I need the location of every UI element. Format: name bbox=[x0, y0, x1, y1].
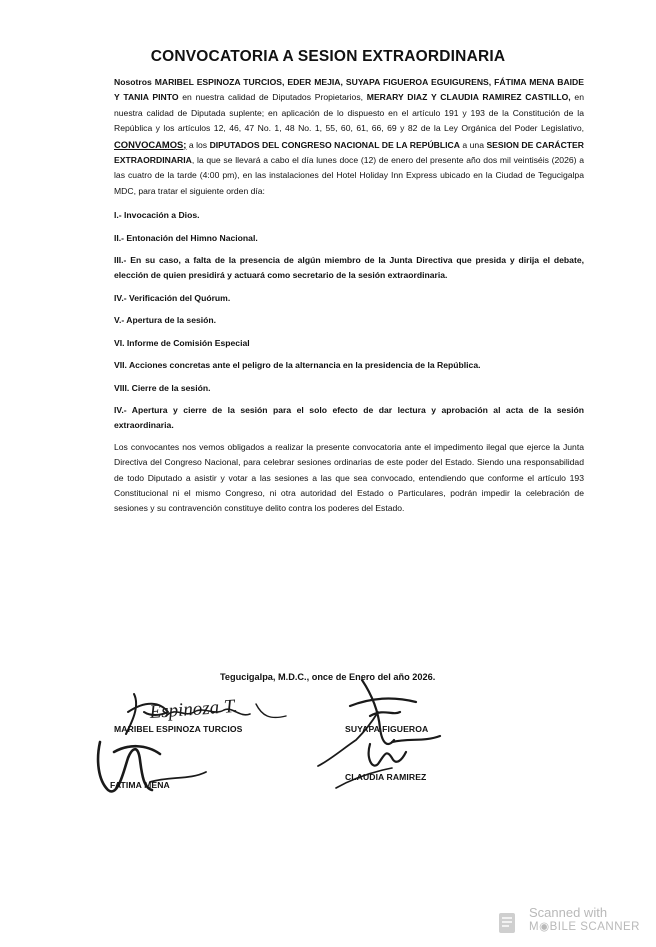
handwriting-1-text: Espinoza T. bbox=[148, 695, 239, 723]
intro-text-4: a los bbox=[186, 139, 210, 150]
signature-1-tail bbox=[256, 704, 286, 718]
agenda-item-1: I.- Invocación a Dios. bbox=[114, 210, 200, 221]
closing-paragraph: Los convocantes nos vemos obligados a realizar la presente convocatoria ante el impedimento ilegal que ejerce la Junta Directiva del Congreso Nacional, para celebrar sesiones ordinarias de este poder del Estado. Siendo una responsabilidad de todo Diputado a asistir y votar a las sesiones a las que sea convocado, entendiendo que conforme el artículo 193 Constitucional ni el mismo Congreso, ni otra autoridad del Estado o Particulares, podrán impedir la celebración de sesiones y su contravención constituye delito contra los poderes del Estado. bbox=[114, 441, 584, 514]
handwriting-1 bbox=[148, 696, 239, 723]
signature-4-stroke bbox=[369, 736, 440, 766]
signature-name-3: FATIMA MENA bbox=[110, 780, 170, 790]
intro-text-6: , la que se llevará a cabo el día lunes doce (12) de enero del presente año dos mil veintiséis (2026) a las cuatro de la tarde (4:00 pm), en las instalaciones del Hotel Holiday Inn Express ubicado en la Ciudad de Tegucigalpa MDC, para tratar el siguiente orden día: bbox=[114, 155, 584, 196]
agenda-item-9: IV.- Apertura y cierre de la sesión para el solo efecto de dar lectura y aprobación al acta de la sesión extraordinaria. bbox=[114, 404, 584, 431]
intro-diputados: DIPUTADOS DEL CONGRESO NACIONAL DE LA REPÚBLICA bbox=[209, 139, 460, 150]
intro-names-2: MERARY DIAZ Y CLAUDIA RAMIREZ CASTILLO, bbox=[366, 92, 571, 103]
scanner-watermark bbox=[529, 906, 640, 934]
watermark-line-1: Scanned with bbox=[529, 905, 608, 920]
intro-sesion: SESION DE CARÁCTER EXTRAORDINARIA bbox=[114, 139, 584, 166]
agenda-item-3: III.- En su caso, a falta de la presencia de algún miembro de la Junta Directiva que presida y dirija el debate, elección de quien presidirá y actuará como secretario de la sesión extraordinaria. bbox=[114, 255, 584, 281]
signature-name-1: MARIBEL ESPINOZA TURCIOS bbox=[114, 724, 243, 734]
intro-text-1: Nosotros bbox=[114, 77, 155, 87]
agenda-item-2: II.- Entonación del Himno Nacional. bbox=[114, 232, 258, 243]
signature-name-4: CLAUDIA RAMIREZ bbox=[345, 772, 427, 782]
agenda-item-8: VIII. Cierre de la sesión. bbox=[114, 382, 211, 393]
intro-text-5: a una bbox=[459, 139, 487, 150]
intro-convocamos: CONVOCAMOS; bbox=[114, 138, 187, 150]
watermark-line-2: M◉BILE SCANNER bbox=[529, 921, 640, 933]
signature-2-stroke bbox=[350, 680, 416, 744]
agenda-item-6: VI. Informe de Comisión Especial bbox=[114, 337, 250, 348]
agenda-item-7: VII. Acciones concretas ante el peligro de la alternancia en la presidencia de la República. bbox=[114, 360, 481, 371]
date-line: Tegucigalpa, M.D.C., once de Enero del año 2026. bbox=[220, 672, 436, 682]
scanner-logo-icon bbox=[497, 912, 519, 936]
intro-text-3: en nuestra calidad de Diputada suplente; en aplicación de lo dispuesto en el artículo 191 y 193 de la Constitución de la República y los artículos 12, 46, 47 No. 1, 48 No. 1, 55, 60, 61, 66, 69 y 82 de la Ley Orgánica del Poder Legislativo, bbox=[114, 92, 584, 134]
agenda-item-4: IV.- Verificación del Quórum. bbox=[114, 292, 231, 303]
agenda-item-5: V.- Apertura de la sesión. bbox=[114, 315, 217, 326]
signature-name-2: SUYAPA FIGUEROA bbox=[345, 724, 429, 734]
document-title: CONVOCATORIA A SESION EXTRAORDINARIA bbox=[150, 48, 506, 65]
intro-names-1: MARIBEL ESPINOZA TURCIOS, EDER MEJIA, SUYAPA FIGUEROA EGUIGURENS, FÁTIMA MENA BAIDE Y TANIA PINTO bbox=[114, 77, 584, 103]
intro-text-2: en nuestra calidad de Diputados Propietarios, bbox=[178, 92, 367, 103]
